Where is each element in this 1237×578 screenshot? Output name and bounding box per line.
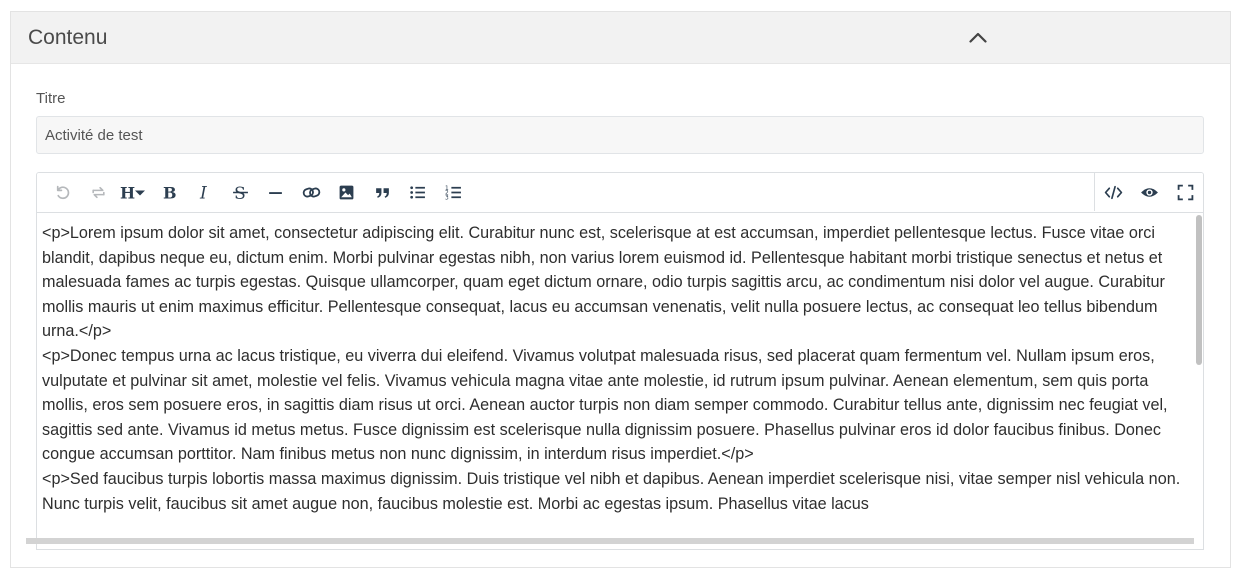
link-icon[interactable] — [294, 178, 330, 208]
title-label: Titre — [36, 90, 66, 107]
title-input[interactable] — [36, 116, 1204, 154]
italic-icon[interactable] — [187, 178, 223, 208]
horizontal-rule-icon[interactable] — [258, 178, 294, 208]
fullscreen-icon[interactable] — [1167, 177, 1203, 207]
panel-title: Contenu — [28, 25, 108, 49]
editor-text-area[interactable]: <p>Lorem ipsum dolor sit amet, consectetur adipiscing elit. Curabitur nunc est, scelerisque at est accumsan, imperdiet pellentesque lectus. Fusce vitae orci blandit, dapibus neque eu, dictum enim. Morbi pulvinar egestas nibh, non varius lorem euismod id. Pellentesque habitant morbi tristique senectus et netus et malesuada fames ac turpis egestas. Quisque ullamcorper, quam eget dictum ornare, odio turpis sagittis arcu, ac condimentum nisi dolor vel augue. Curabitur mollis mauris ut enim maximus efficitur. Pellentesque consequat, lacus eu accumsan venenatis, velit nulla posuere lectus, ac consequat leo tellus bibendum urna.</p> <p>Donec tempus urna ac lacus tristique, eu viverra dui eleifend. Vivamus volutpat malesuada risus, sed placerat quam fermentum vel. Nullam ipsum eros, vulputate et pulvinar sit amet, molestie vel felis. Vivamus vehicula magna vitae ante molestie, id rutrum ipsum pulvinar. Aenean elementum, sem quis porta mollis, eros sem posuere eros, in sagittis diam risus ut orci. Aenean auctor turpis non diam semper commodo. Curabitur tellus ante, dignissim nec feugiat vel, sagittis sed ante. Vivamus id metus metus. Fusce dignissim est scelerisque nulla dignissim posuere. Phasellus pulvinar eros id dolor faucibus finibus. Donec congue accumsan porttitor. Nam finibus metus non nunc dignissim, in interdum risus imperdiet.</p> <p>Sed faucibus turpis lobortis massa maximus dignissim. Duis tristique vel nibh et dapibus. Aenean imperdiet scelerisque nisi, vitae semper nisl vehicula non. Nunc turpis velit, faucibus sit amet augue non, faucibus molestie est. Morbi ac egestas ipsum. Phasellus vitae lacus — [42, 224, 1181, 513]
svg-text:1: 1 — [444, 185, 449, 192]
svg-text:I: I — [199, 184, 207, 201]
svg-text:2: 2 — [444, 190, 449, 197]
image-icon[interactable] — [329, 178, 365, 208]
markdown-editor — [36, 172, 1204, 550]
ordered-list-icon[interactable] — [436, 178, 472, 208]
svg-text:3: 3 — [444, 195, 449, 201]
strikethrough-icon[interactable] — [223, 178, 259, 208]
heading-icon[interactable] — [116, 178, 152, 208]
vertical-scrollbar[interactable] — [1195, 215, 1202, 545]
bold-icon[interactable] — [152, 178, 188, 208]
undo-icon[interactable] — [45, 178, 81, 208]
svg-text:B: B — [163, 184, 177, 201]
chevron-up-icon[interactable] — [967, 26, 989, 48]
content-panel — [10, 11, 1231, 568]
eye-icon[interactable] — [1131, 177, 1167, 207]
horizontal-scrollbar[interactable] — [26, 538, 1194, 544]
bullet-list-icon[interactable] — [400, 178, 436, 208]
quote-icon[interactable] — [365, 178, 401, 208]
redo-icon[interactable] — [81, 178, 117, 208]
scrollbar-thumb[interactable] — [1196, 215, 1202, 365]
svg-text:H: H — [119, 184, 135, 201]
editor-toolbar — [37, 173, 1203, 213]
code-icon[interactable] — [1095, 177, 1131, 207]
panel-header[interactable] — [11, 12, 1230, 64]
svg-text:S: S — [233, 184, 246, 201]
